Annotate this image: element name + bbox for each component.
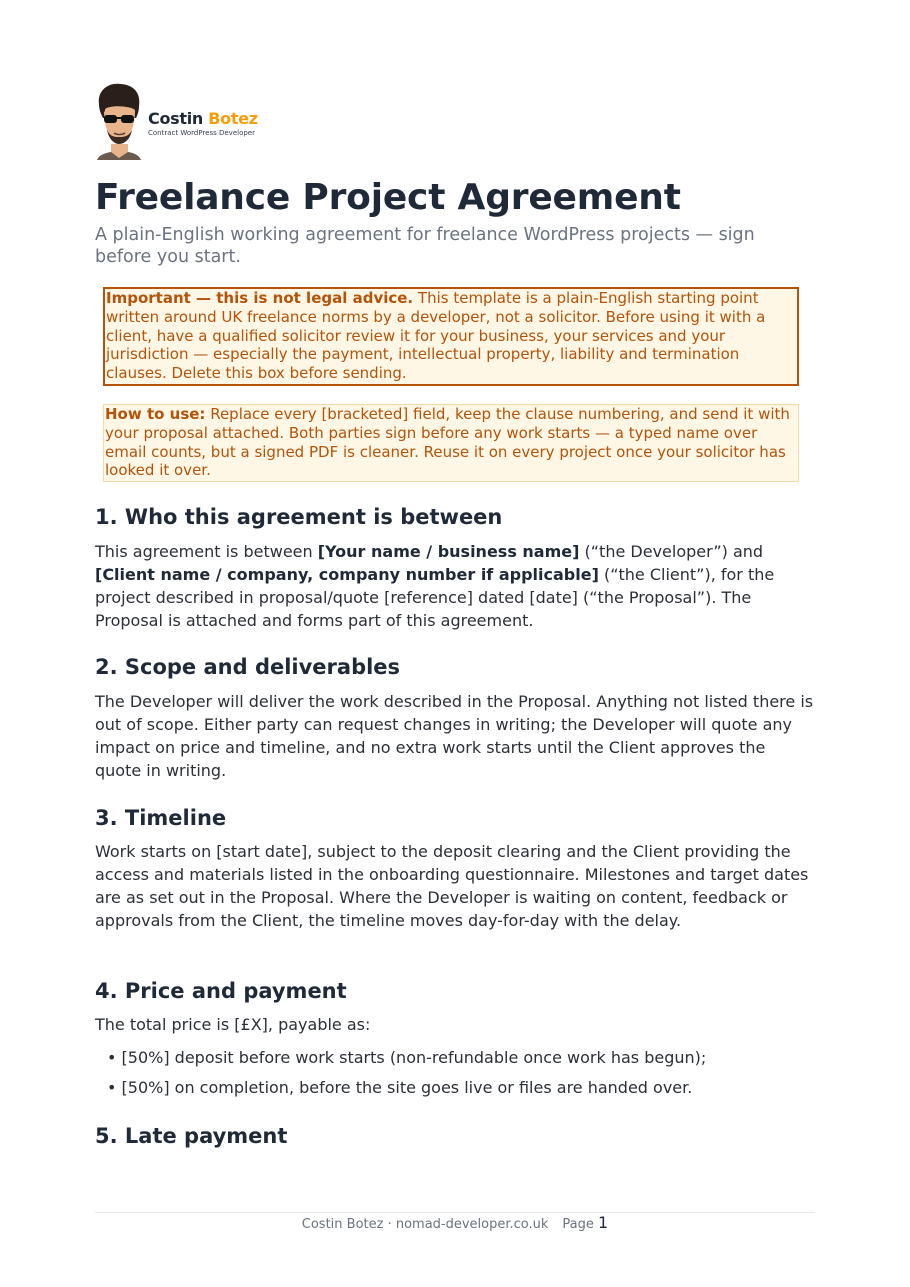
section-heading-late-payment: 5. Late payment <box>95 1124 288 1148</box>
document-subtitle: A plain-English working agreement for freelance WordPress projects — sign before you start. <box>95 225 755 267</box>
parties-text-3: (“the Client”), for the project described in proposal/quote [reference] dated [date] (“the Proposal”). The Proposal is attached and forms part of this agreement. <box>95 565 775 630</box>
howto-text: Replace every [bracketed] field, keep the clause numbering, and send it with your proposal attached. Both parties sign before any work starts — a typed name over email counts, but a signed PDF is cleaner. Reuse it on every project once your solicitor has looked it over. <box>105 405 790 480</box>
brand-text <box>148 110 258 138</box>
warning-label: Important — this is not legal advice. <box>106 289 414 307</box>
client-name-field: [Client name / company, company number if applicable] <box>95 565 599 584</box>
page-footer <box>0 1212 910 1236</box>
section-heading-price: 4. Price and payment <box>95 979 347 1003</box>
brand-tagline: Contract WordPress Developer <box>148 129 255 137</box>
section-body-timeline: Work starts on [start date], subject to the deposit clearing and the Client providing the access and materials listed in the onboarding questionnaire. Milestones and target dates are as set out in the Proposal. Where the Developer is waiting on content, feedback or approvals from the Client, the timeline moves day-for-day with the delay. <box>95 842 809 930</box>
price-bullet-deposit: • [50%] deposit before work starts (non-refundable once work has begun); <box>107 1048 707 1067</box>
section-heading-parties: 1. Who this agreement is between <box>95 505 503 529</box>
page-number: 1 <box>598 1213 609 1232</box>
brand-name <box>148 110 258 128</box>
how-to-use-box <box>103 404 799 482</box>
section-heading-scope: 2. Scope and deliverables <box>95 655 401 679</box>
section-body-parties <box>95 540 815 632</box>
document-title: Freelance Project Agreement <box>95 177 681 218</box>
section-body-price: The total price is [£X], payable as: <box>95 1015 371 1034</box>
footer-text: Costin Botez · nomad-developer.co.uk <box>301 1217 549 1232</box>
brand-last-name: Botez <box>208 109 258 128</box>
section-body-scope: The Developer will deliver the work described in the Proposal. Anything not listed there is out of scope. Either party can request changes in writing; the Developer will quote any impact on price and timeline, and no extra work starts until the Client approves the quote in writing. <box>95 692 814 780</box>
parties-text-1: This agreement is between <box>95 542 318 561</box>
legal-disclaimer-box <box>103 287 799 386</box>
price-bullet-completion: • [50%] on completion, before the site goes live or files are handed over. <box>107 1078 693 1097</box>
howto-label: How to use: <box>105 405 206 423</box>
parties-text-2: (“the Developer”) and <box>579 542 764 561</box>
brand-logo <box>95 82 295 162</box>
page-label: Page <box>562 1217 594 1232</box>
cartoon-portrait-icon <box>95 82 143 160</box>
developer-name-field: [Your name / business name] <box>317 542 580 561</box>
section-heading-timeline: 3. Timeline <box>95 806 227 830</box>
warning-text: This template is a plain-English starting point written around UK freelance norms by a developer, not a solicitor. Before using it with a client, have a qualified solicitor review it for your business, your services and your jurisdiction — especially the payment, intellectual property, liability and termination clauses. Delete this box before sending. <box>106 289 766 383</box>
brand-first-name: Costin <box>148 109 203 128</box>
